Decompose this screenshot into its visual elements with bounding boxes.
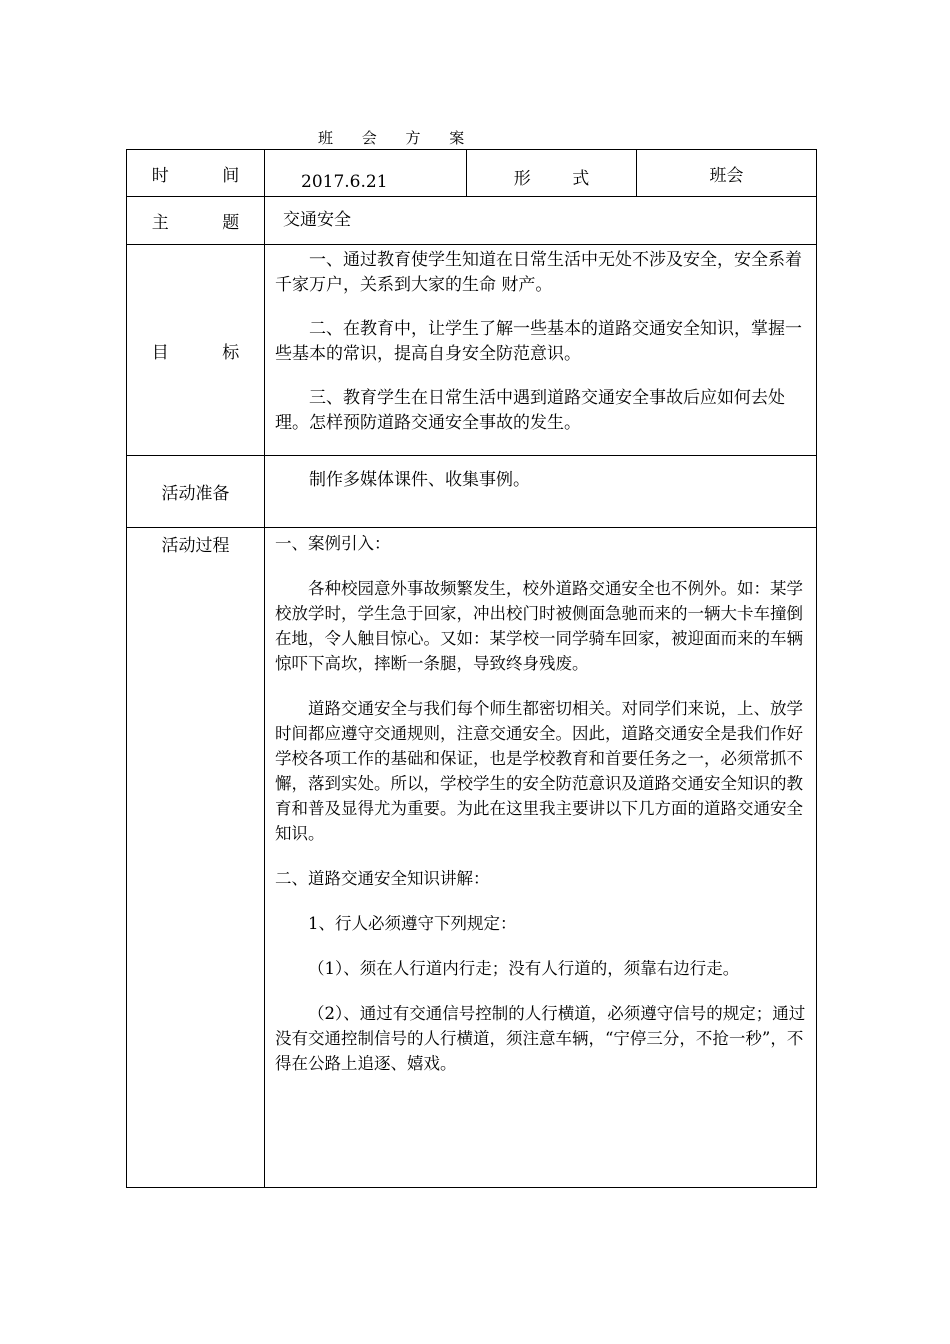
document-title: 班 会 方 案 <box>318 129 477 147</box>
form-label: 形 式 <box>513 169 608 189</box>
prep-value: 制作多媒体课件、收集事例。 <box>309 470 530 490</box>
process-paragraph: 各种校园意外事故频繁发生，校外道路交通安全也不例外。如：某学校放学时，学生急于回家，冲出校门时被侧面急驰而来的一辆大卡车撞倒在地，令人触目惊心。又如：某学校一同学骑车回家，被迎面而来的车辆惊吓下高坎，摔断一条腿，导致终身残废。 <box>275 579 803 673</box>
process-paragraph: 1、行人必须遵守下列规定： <box>308 914 517 933</box>
topic-label: 主 题 <box>127 197 265 245</box>
goal-label: 目 标 <box>127 245 265 456</box>
topic-value: 交通安全 <box>265 197 817 245</box>
goal-row <box>127 245 817 456</box>
process-content <box>265 528 817 1188</box>
process-label: 活动过程 <box>127 528 265 1188</box>
form-value: 班会 <box>637 150 817 197</box>
prep-row <box>127 456 817 528</box>
goal-item: 二、在教育中，让学生了解一些基本的道路交通安全知识，掌握一些基本的常识，提高自身安全防范意识。 <box>275 319 802 364</box>
time-row <box>127 150 817 197</box>
goal-content <box>265 245 817 456</box>
prep-label: 活动准备 <box>127 456 265 528</box>
process-paragraph: （2）、通过有交通信号控制的人行横道，必须遵守信号的规定；通过没有交通控制信号的人行横道，须注意车辆，“宁停三分，不抢一秒”，不得在公路上追逐、嬉戏。 <box>275 1004 806 1073</box>
goal-item: 三、教育学生在日常生活中遇到道路交通安全事故后应如何去处理。怎样预防道路交通安全事故的发生。 <box>275 388 785 433</box>
goal-item: 一、通过教育使学生知道在日常生活中无处不涉及安全，安全系着千家万户，关系到大家的生命 财产。 <box>275 250 802 295</box>
form-label-cell <box>467 150 637 197</box>
process-row <box>127 528 817 1188</box>
topic-row <box>127 197 817 245</box>
class-meeting-plan-table <box>126 149 817 1188</box>
process-paragraph: 道路交通安全与我们每个师生都密切相关。对同学们来说，上、放学时间都应遵守交通规则，注意交通安全。因此，道路交通安全是我们作好学校各项工作的基础和保证，也是学校教育和首要任务之一，必须常抓不懈，落到实处。所以，学校学生的安全防范意识及道路交通安全知识的教育和普及显得尤为重要。为此在这里我主要讲以下几方面的道路交通安全知识。 <box>275 699 803 843</box>
process-heading: 一、案例引入： <box>275 534 391 553</box>
process-paragraph: （1）、须在人行道内行走；没有人行道的，须靠右边行走。 <box>308 959 740 978</box>
process-heading: 二、道路交通安全知识讲解： <box>275 869 490 888</box>
time-label: 时 间 <box>127 150 265 197</box>
time-value: 2017.6.21 <box>265 150 467 197</box>
prep-content <box>265 456 817 528</box>
